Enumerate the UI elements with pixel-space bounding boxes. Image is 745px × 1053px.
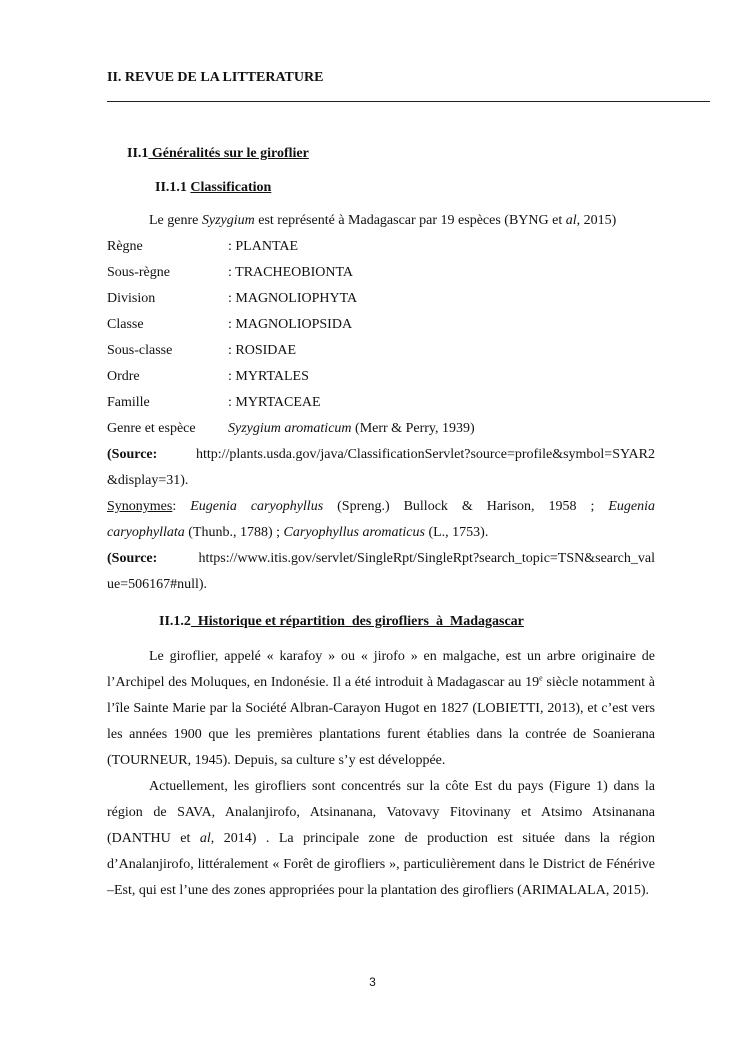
taxon-row: Famille : MYRTACEAE <box>107 395 321 410</box>
section-heading-2-1-1 <box>155 180 271 196</box>
chapter-title: II. REVUE DE LA LITTERATURE <box>107 70 324 85</box>
section-title: Historique et répartition des girofliers à Madagascar <box>190 614 524 629</box>
chapter-divider <box>107 101 710 102</box>
source-1: (Source: http://plants.usda.gov/java/ClassificationServlet?source=profile&symbol=SYAR2 <box>107 447 655 462</box>
taxon-row: Sous-classe : ROSIDAE <box>107 343 297 358</box>
page-number: 3 <box>369 975 376 989</box>
synonyms-line-2: caryophyllata (Thunb., 1788) ; Caryophyllus aromaticus (L., 1753). <box>107 525 489 540</box>
section-number: II.1.2 <box>159 614 191 629</box>
section-heading-2-1-2 <box>159 614 524 630</box>
species-row: Genre et espèce Syzygium aromaticum (Merr & Perry, 1939) <box>107 421 475 436</box>
classification-intro: Le genre Syzygium est représenté à Madagascar par 19 espèces (BYNG et al, 2015) <box>149 213 617 228</box>
synonyms-line-1: Synonymes: Eugenia caryophyllus (Spreng.) Bullock & Harison, 1958 ; Eugenia <box>107 499 656 514</box>
section-number: II.1 <box>127 146 149 161</box>
section-heading-2-1 <box>127 146 309 162</box>
source-1-cont: &display=31). <box>107 473 189 488</box>
section-title: Classification <box>190 180 272 195</box>
taxon-row: Ordre : MYRTALES <box>107 369 309 384</box>
section-number: II.1.1 <box>155 180 187 195</box>
source-2: (Source: https://www.itis.gov/servlet/SingleRpt/SingleRpt?search_topic=TSN&search_val <box>107 551 655 566</box>
taxon-row: Règne : PLANTAE <box>107 239 299 254</box>
taxon-row: Classe : MAGNOLIOPSIDA <box>107 317 353 332</box>
history-paragraph-2: Actuellement, les girofliers sont concentrés sur la côte Est du pays (Figure 1) dans la région de SAVA, Analanjirofo, Atsinanana, Vatovavy Fitovinany et Atsimo Atsinanana (DANTHU et al, 2014) . La principale zone de production est située dans la région d’Analanjirofo, littéralement « Forêt de girofliers », particulièrement dans le District de Fénérive –Est, qui est l’une des zones appropriées pour la plantation des girofliers (ARIMALALA, 2015). <box>107 779 655 898</box>
section-title: Généralités sur le giroflier <box>148 146 309 161</box>
taxon-row: Division : MAGNOLIOPHYTA <box>107 291 358 306</box>
source-2-cont: ue=506167#null). <box>107 577 208 592</box>
history-paragraph-1: Le giroflier, appelé « karafoy » ou « jirofo » en malgache, est un arbre originaire de l’Archipel des Moluques, en Indonésie. Il a été introduit à Madagascar au 19e siècle notamment à l’île Sainte Marie par la Société Albran-Carayon Hugot en 1827 (LOBIETTI, 2013), et c’est vers les années 1900 que les premières plantations furent établies dans la contrée de Soanierana (TOURNEUR, 1945). Depuis, sa culture s’y est développée. <box>107 649 655 768</box>
taxon-row: Sous-règne : TRACHEOBIONTA <box>107 265 354 280</box>
